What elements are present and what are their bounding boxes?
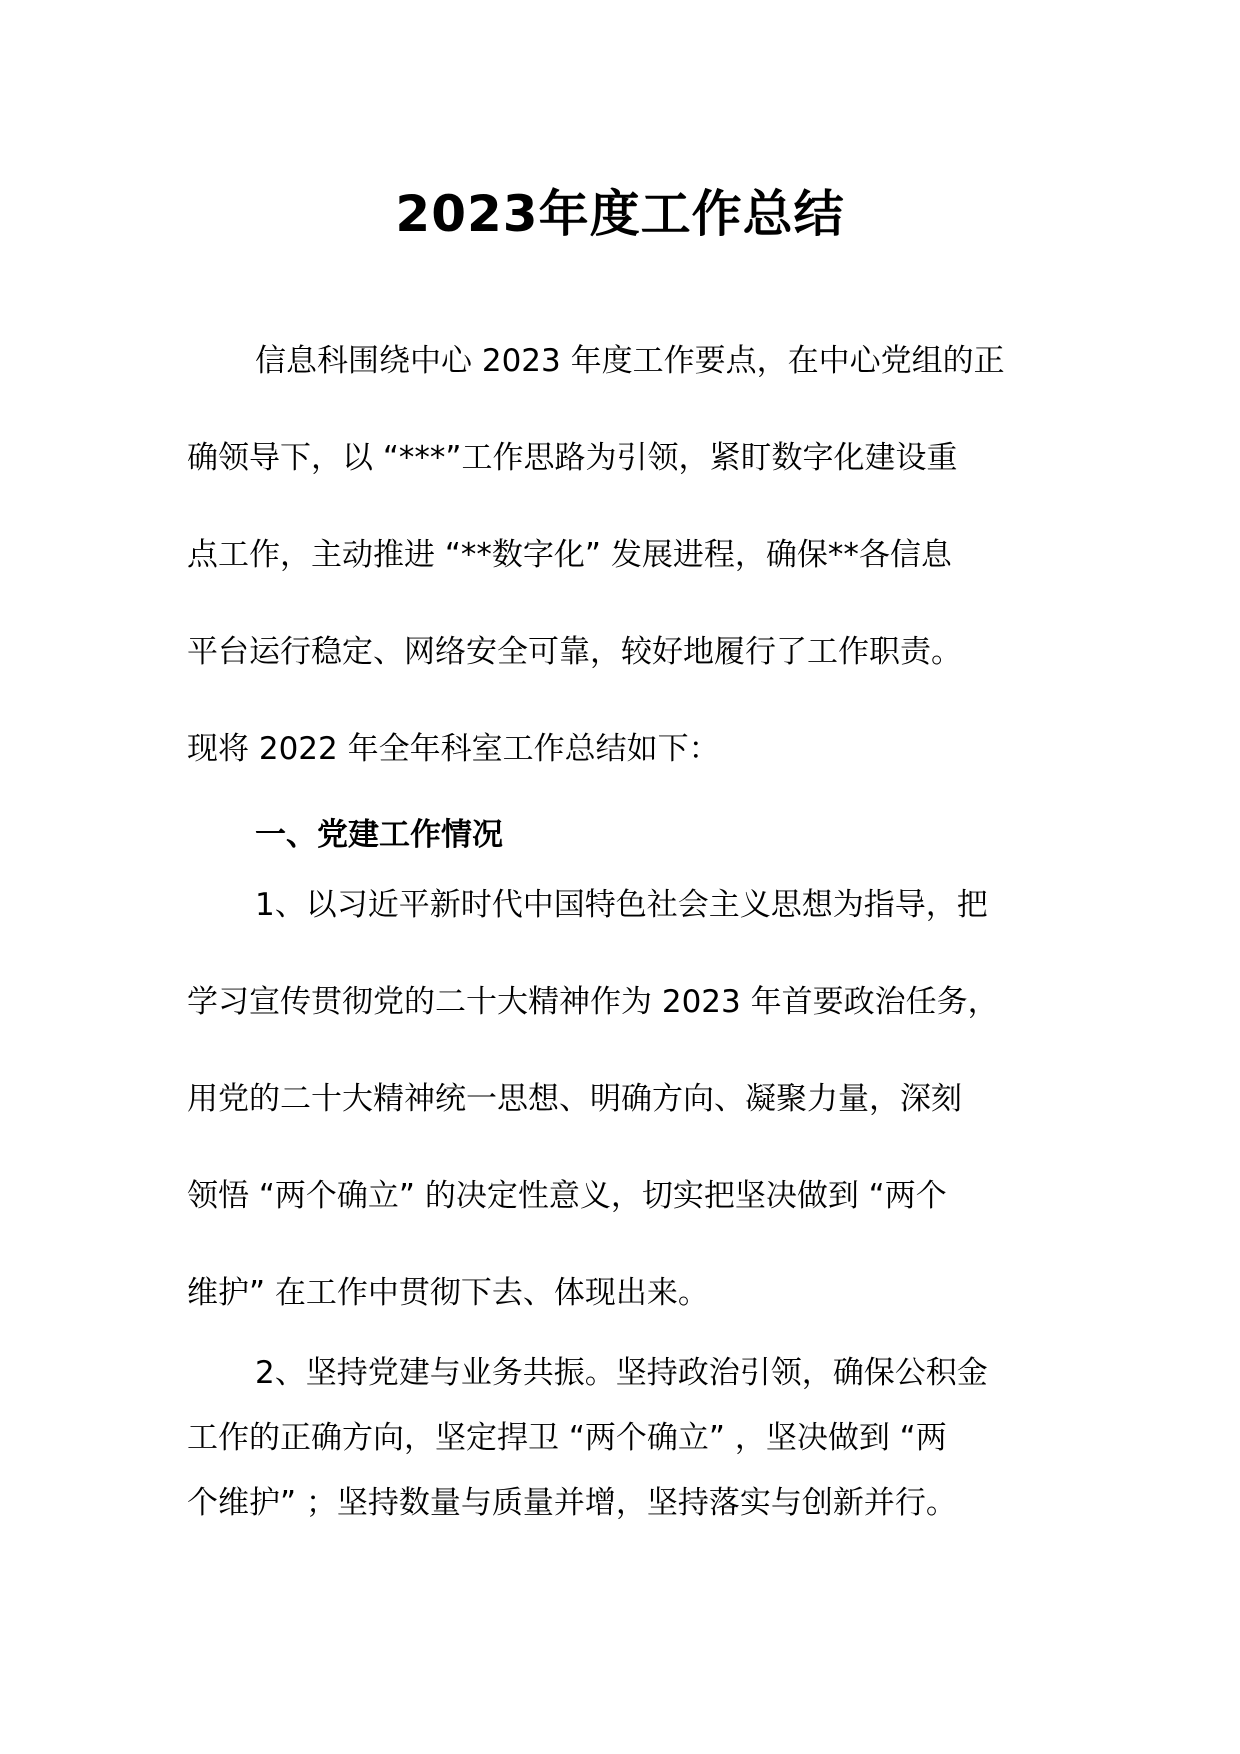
paragraph-line: 1、以习近平新时代中国特色社会主义思想为指导，把: [255, 887, 988, 923]
paragraph-line: 平台运行稳定、网络安全可靠，较好地履行了工作职责。: [187, 634, 962, 670]
paragraph-line: 点工作，主动推进 “**数字化” 发展进程，确保**各信息: [187, 537, 952, 573]
paragraph-line: 信息科围绕中心 2023 年度工作要点，在中心党组的正: [255, 343, 1005, 379]
paragraph-line: 确领导下，以 “***”工作思路为引领，紧盯数字化建设重: [187, 440, 958, 476]
document-title: 2023年度工作总结: [395, 185, 845, 243]
paragraph-line: 维护” 在工作中贯彻下去、体现出来。: [187, 1275, 709, 1311]
paragraph-line: 个维护” ；坚持数量与质量并增，坚持落实与创新并行。: [187, 1485, 957, 1521]
paragraph-line: 2、坚持党建与业务共振。坚持政治引领，确保公积金: [255, 1355, 988, 1391]
paragraph-line: 用党的二十大精神统一思想、明确方向、凝聚力量，深刻: [187, 1081, 962, 1117]
paragraph-line: 工作的正确方向，坚定捍卫 “两个确立” ，坚决做到 “两: [187, 1420, 947, 1456]
section-heading: 一、党建工作情况: [255, 817, 503, 853]
paragraph-line: 现将 2022 年全年科室工作总结如下：: [187, 731, 720, 767]
paragraph-line: 学习宣传贯彻党的二十大精神作为 2023 年首要政治任务，: [187, 984, 999, 1020]
paragraph-line: 领悟 “两个确立” 的决定性意义，切实把坚决做到 “两个: [187, 1178, 947, 1214]
